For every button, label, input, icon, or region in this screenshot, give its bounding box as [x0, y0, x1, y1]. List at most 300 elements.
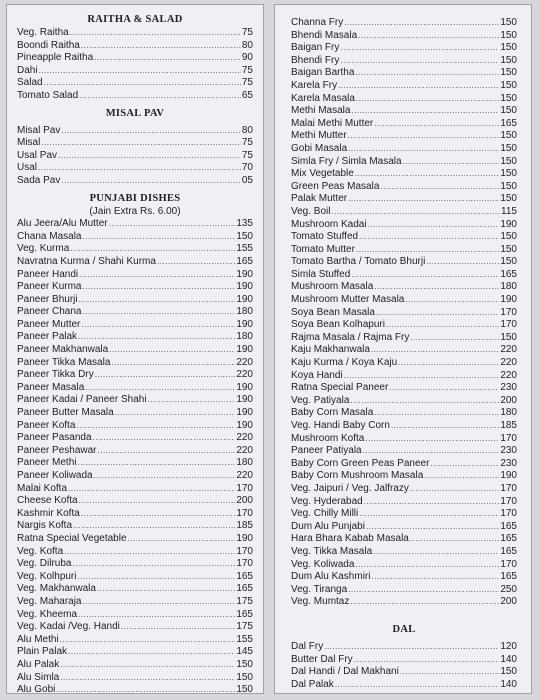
- menu-item-price: 115: [501, 205, 517, 217]
- menu-item-name: Pineapple Raitha: [17, 52, 94, 64]
- dot-leader: [61, 125, 241, 138]
- menu-item: [291, 641, 517, 654]
- menu-item-price: 170: [236, 507, 253, 519]
- menu-item: [17, 609, 253, 622]
- menu-item-price: 75: [241, 64, 253, 76]
- menu-item-price: 120: [500, 640, 517, 652]
- dot-leader: [358, 30, 499, 43]
- menu-item: [17, 256, 253, 269]
- menu-item-price: 150: [500, 67, 517, 79]
- dot-leader: [348, 193, 499, 206]
- menu-item-price: 190: [236, 381, 253, 393]
- menu-item-name: Veg. Dilruba: [17, 558, 72, 570]
- menu-item: [17, 646, 253, 659]
- menu-item-name: Simla Fry / Simla Masala: [291, 155, 402, 167]
- menu-item-price: 190: [500, 470, 517, 482]
- menu-item-name: Hara Bhara Kabab Masala: [291, 533, 409, 545]
- menu-item: [291, 80, 517, 93]
- menu-item: [291, 319, 517, 332]
- menu-item: [291, 269, 517, 282]
- dot-leader: [324, 641, 499, 654]
- menu-item: [17, 125, 253, 138]
- dot-leader: [398, 357, 499, 370]
- dot-leader: [424, 470, 499, 483]
- dot-leader: [351, 105, 499, 118]
- dot-leader: [359, 508, 499, 521]
- dot-leader: [94, 52, 241, 65]
- menu-item-price: 170: [500, 306, 517, 318]
- menu-item-price: 150: [236, 230, 253, 242]
- dot-leader: [348, 584, 499, 597]
- dot-leader: [95, 369, 236, 382]
- menu-item: [17, 533, 253, 546]
- menu-item-price: 230: [500, 382, 517, 394]
- section-heading-punjabi: PUNJABI DISHES: [89, 192, 181, 204]
- dot-leader: [410, 533, 499, 546]
- dot-leader: [64, 546, 235, 559]
- menu-item-name: Dal Handi / Dal Makhani: [291, 666, 399, 678]
- menu-item-price: 175: [236, 595, 253, 607]
- menu-item: [291, 30, 517, 43]
- menu-item: [17, 344, 253, 357]
- menu-item-price: 140: [500, 678, 517, 690]
- menu-item-name: Simla Stuffed: [291, 268, 351, 280]
- menu-item: [17, 445, 253, 458]
- menu-item-price: 150: [500, 243, 517, 255]
- menu-item: [17, 546, 253, 559]
- menu-item: [17, 684, 253, 697]
- menu-item: [291, 546, 517, 559]
- menu-item: [291, 244, 517, 257]
- menu-item: [17, 634, 253, 647]
- menu-item: [17, 369, 253, 382]
- menu-item: [17, 659, 253, 672]
- section-heading-dal: DAL: [392, 623, 416, 635]
- menu-item-price: 175: [236, 621, 253, 633]
- menu-item-price: 170: [236, 545, 253, 557]
- menu-item-price: 190: [236, 281, 253, 293]
- menu-item-name: Veg. Jaipuri / Veg. Jalfrazy: [291, 482, 409, 494]
- menu-item-name: Palak Mutter: [291, 193, 348, 205]
- menu-panel-right: [274, 4, 532, 694]
- menu-item-name: Mushroom Mutter Masala: [291, 294, 405, 306]
- menu-item: [291, 281, 517, 294]
- dot-leader: [410, 483, 499, 496]
- menu-item-price: 80: [241, 39, 253, 51]
- menu-item: [17, 77, 253, 90]
- menu-item-price: 220: [236, 432, 253, 444]
- menu-item: [17, 583, 253, 596]
- menu-item-price: 220: [236, 470, 253, 481]
- menu-item-name: Ratna Special Vegetable: [17, 532, 127, 544]
- menu-item: [291, 93, 517, 106]
- menu-item: [291, 168, 517, 181]
- menu-item-name: Baigan Bartha: [291, 67, 355, 79]
- menu-item-name: Alu Methi: [17, 633, 59, 645]
- dot-leader: [85, 382, 235, 395]
- menu-item-name: Tomato Salad: [17, 89, 79, 101]
- menu-item-name: Alu Simla: [17, 671, 60, 683]
- dot-leader: [128, 533, 236, 546]
- menu-item-name: Paneer Palak: [17, 331, 78, 343]
- section-heading-raitha: RAITHA & SALAD: [87, 14, 183, 25]
- menu-item: [291, 654, 517, 667]
- dot-leader: [380, 181, 499, 194]
- menu-item-name: Baby Corn Green Peas Paneer: [291, 457, 430, 469]
- menu-item-name: Veg. Patiyala: [291, 394, 350, 406]
- menu-item-name: Paneer Patiyala: [291, 445, 362, 457]
- menu-item-price: 165: [500, 268, 517, 280]
- menu-item-name: Paneer Pasanda: [17, 432, 92, 444]
- dot-leader: [73, 520, 235, 533]
- menu-item-price: 165: [500, 117, 517, 129]
- menu-item-name: Rajma Masala / Rajma Fry: [291, 331, 410, 343]
- dot-leader: [70, 243, 235, 256]
- dot-leader: [426, 256, 499, 269]
- menu-item-price: 150: [500, 105, 517, 117]
- menu-item: [17, 394, 253, 407]
- menu-item: [17, 432, 253, 445]
- menu-item-price: 155: [236, 633, 253, 645]
- dot-leader: [82, 281, 235, 294]
- menu-item-price: 150: [500, 155, 517, 167]
- menu-item-price: 75: [241, 77, 253, 89]
- menu-item: [17, 150, 253, 163]
- dot-leader: [405, 294, 499, 307]
- menu-item: [17, 672, 253, 685]
- menu-item-name: Paneer Kofta: [17, 419, 76, 431]
- menu-item: [17, 483, 253, 496]
- menu-item-name: Alu Gobi: [17, 684, 56, 696]
- menu-item-name: Usal: [17, 162, 38, 174]
- menu-item-name: Nargis Kofta: [17, 520, 73, 532]
- menu-item-price: 170: [500, 432, 517, 444]
- menu-item-price: 150: [500, 79, 517, 91]
- menu-item: [291, 521, 517, 534]
- menu-item-name: Baigan Fry: [291, 42, 340, 54]
- menu-item-name: Paneer Mutter: [17, 318, 81, 330]
- menu-item-price: 190: [236, 407, 253, 419]
- menu-item-name: Paneer Kurma: [17, 281, 82, 293]
- menu-item-price: 70: [241, 162, 253, 174]
- menu-item-price: 05: [241, 174, 253, 186]
- menu-item: [291, 584, 517, 597]
- menu-item-name: Dal Palak: [291, 678, 334, 690]
- dot-leader: [78, 331, 235, 344]
- dot-leader: [58, 150, 241, 163]
- dot-leader: [363, 445, 500, 458]
- menu-item-name: Channa Fry: [291, 17, 344, 28]
- dot-leader: [79, 90, 241, 103]
- dot-leader: [72, 558, 235, 571]
- menu-item-price: 220: [500, 344, 517, 356]
- menu-item: [17, 40, 253, 53]
- dot-leader: [109, 344, 235, 357]
- dot-leader: [348, 130, 500, 143]
- menu-item-name: Salad: [17, 77, 43, 89]
- menu-item: [291, 206, 517, 219]
- dot-leader: [355, 67, 499, 80]
- dot-leader: [374, 407, 499, 420]
- dot-leader: [109, 218, 236, 231]
- menu-item-name: Veg. Makhanwala: [17, 583, 96, 595]
- dot-leader: [374, 281, 499, 294]
- section-misal-list: [17, 125, 253, 188]
- menu-item-name: Green Peas Masala: [291, 180, 380, 192]
- dot-leader: [389, 382, 499, 395]
- dot-leader: [350, 395, 499, 408]
- menu-item: [291, 395, 517, 408]
- menu-item-name: Paneer Bhurji: [17, 293, 78, 305]
- dot-leader: [354, 654, 500, 667]
- menu-item-name: Paneer Makhanwala: [17, 344, 109, 356]
- menu-item: [17, 231, 253, 244]
- dot-leader: [111, 357, 235, 370]
- menu-item-price: 150: [500, 256, 517, 268]
- menu-panel-left: [6, 4, 264, 694]
- menu-item-name: Karela Masala: [291, 92, 355, 104]
- menu-item: [17, 52, 253, 65]
- menu-item: [17, 218, 253, 231]
- menu-item-name: Mushroom Masala: [291, 281, 374, 293]
- dot-leader: [376, 307, 499, 320]
- menu-item-name: Cheese Kofta: [17, 495, 78, 507]
- menu-item-price: 170: [500, 558, 517, 570]
- menu-item-price: 180: [500, 281, 517, 293]
- menu-item-price: 90: [241, 52, 253, 64]
- menu-column-left: [17, 13, 253, 697]
- menu-item: [17, 162, 253, 175]
- menu-item-name: Navratna Kurma / Shahi Kurma: [17, 255, 156, 267]
- menu-item-name: Kaju Makhanwala: [291, 344, 370, 356]
- menu-item-name: Boondi Raitha: [17, 39, 80, 51]
- menu-item-name: Veg. Kurma: [17, 243, 70, 255]
- menu-item-price: 190: [236, 268, 253, 280]
- menu-item: [291, 156, 517, 169]
- menu-item-price: 170: [500, 508, 517, 520]
- menu-item: [17, 137, 253, 150]
- menu-item: [291, 219, 517, 232]
- menu-item-price: 220: [500, 357, 517, 369]
- section-heading-misal: MISAL PAV: [105, 107, 165, 119]
- menu-item: [291, 193, 517, 206]
- dot-leader: [157, 256, 235, 269]
- menu-item: [291, 143, 517, 156]
- menu-item-name: Veg. Tiranga: [291, 583, 348, 595]
- menu-item: [17, 306, 253, 319]
- menu-item: [291, 382, 517, 395]
- menu-item: [291, 42, 517, 55]
- menu-item: [17, 175, 253, 188]
- menu-item-name: Paneer Methi: [17, 457, 77, 469]
- menu-item-name: Paneer Tikka Dry: [17, 369, 94, 381]
- menu-item-price: 180: [500, 407, 517, 419]
- dot-leader: [373, 546, 499, 559]
- menu-item-price: 200: [236, 495, 253, 507]
- menu-item-name: Paneer Masala: [17, 381, 85, 393]
- dot-leader: [83, 596, 236, 609]
- menu-item-name: Veg. Kheema: [17, 608, 78, 620]
- menu-item-name: Mushroom Kadai: [291, 218, 367, 230]
- dot-leader: [359, 231, 499, 244]
- menu-item: [291, 679, 517, 692]
- menu-item: [291, 420, 517, 433]
- menu-item-name: Methi Mutter: [291, 130, 347, 142]
- dot-leader: [403, 156, 500, 169]
- menu-item-price: 165: [500, 520, 517, 532]
- menu-item-price: 170: [236, 558, 253, 570]
- menu-item-price: 165: [236, 570, 253, 582]
- dot-leader: [77, 457, 235, 470]
- menu-item: [291, 17, 517, 30]
- menu-item: [291, 458, 517, 471]
- section-raitha-list: [17, 27, 253, 103]
- menu-item-name: Gobi Masala: [291, 142, 348, 154]
- menu-item: [17, 470, 253, 483]
- menu-item-price: 185: [500, 420, 517, 431]
- dot-leader: [386, 319, 499, 332]
- menu-item: [17, 508, 253, 521]
- menu-item-price: 150: [236, 658, 253, 670]
- dot-leader: [56, 684, 235, 697]
- menu-item: [17, 90, 253, 103]
- dot-leader: [78, 571, 236, 584]
- menu-item-price: 150: [500, 666, 517, 678]
- menu-item-name: Paneer Butter Masala: [17, 407, 114, 419]
- dot-leader: [79, 495, 236, 508]
- menu-item: [17, 357, 253, 370]
- menu-item-price: 190: [236, 293, 253, 305]
- menu-item-name: Veg. Chilly Milli: [291, 508, 359, 520]
- dot-leader: [340, 42, 499, 55]
- section-dal-list: [291, 641, 517, 691]
- menu-item-price: 150: [500, 42, 517, 54]
- menu-item-name: Misal Pav: [17, 124, 61, 136]
- menu-item-name: Dal Fry: [291, 640, 324, 652]
- menu-item: [291, 67, 517, 80]
- menu-item: [291, 130, 517, 143]
- menu-item-price: 150: [500, 130, 517, 142]
- menu-item: [17, 281, 253, 294]
- dot-leader: [115, 407, 236, 420]
- menu-item-price: 190: [500, 294, 517, 306]
- menu-item-name: Veg. Tikka Masala: [291, 545, 373, 557]
- menu-item: [291, 483, 517, 496]
- menu-item-price: 190: [236, 394, 253, 406]
- menu-item-price: 150: [236, 684, 253, 696]
- menu-item-price: 200: [500, 394, 517, 406]
- menu-item-name: Kaju Kurma / Koya Kaju: [291, 357, 398, 369]
- menu-item: [17, 495, 253, 508]
- dot-leader: [400, 666, 499, 679]
- menu-item-price: 180: [236, 306, 253, 318]
- menu-item: [291, 307, 517, 320]
- menu-item-price: 190: [236, 532, 253, 544]
- dot-leader: [371, 344, 499, 357]
- menu-item-name: Veg. Boil: [291, 205, 331, 217]
- menu-item: [291, 666, 517, 679]
- menu-item: [291, 231, 517, 244]
- menu-item-price: 150: [500, 331, 517, 343]
- menu-item: [291, 181, 517, 194]
- dot-leader: [365, 433, 499, 446]
- menu-item: [17, 520, 253, 533]
- menu-item-price: 150: [500, 17, 517, 28]
- menu-item-price: 165: [500, 533, 517, 545]
- menu-item-price: 220: [236, 444, 253, 456]
- dot-leader: [70, 27, 241, 40]
- dot-leader: [355, 559, 499, 572]
- menu-item-price: 135: [236, 218, 253, 230]
- menu-item-name: Tomato Bartha / Tomato Bhurji: [291, 256, 426, 268]
- dot-leader: [41, 137, 241, 150]
- dot-leader: [93, 432, 236, 445]
- menu-item: [291, 559, 517, 572]
- menu-item-name: Veg. Mumtaz: [291, 596, 350, 608]
- jain-extra-note: (Jain Extra Rs. 6.00): [89, 205, 181, 217]
- dot-leader: [60, 659, 235, 672]
- menu-item-name: Dum Alu Kashmiri: [291, 571, 371, 583]
- menu-item: [17, 621, 253, 634]
- menu-item-name: Sada Pav: [17, 174, 61, 186]
- menu-item-name: Misal: [17, 137, 41, 149]
- menu-item-price: 165: [236, 608, 253, 620]
- menu-item: [17, 243, 253, 256]
- dot-leader: [356, 244, 499, 257]
- menu-item-price: 190: [236, 419, 253, 431]
- menu-item-name: Veg. Kofta: [17, 545, 64, 557]
- menu-item: [17, 407, 253, 420]
- menu-item-price: 180: [236, 457, 253, 469]
- dot-leader: [78, 609, 235, 622]
- menu-item-name: Methi Masala: [291, 105, 351, 117]
- dot-leader: [76, 420, 235, 433]
- menu-item-name: Veg. Handi Baby Corn: [291, 420, 390, 431]
- menu-item: [17, 596, 253, 609]
- menu-item: [291, 105, 517, 118]
- menu-item-name: Veg. Kadai /Veg. Handi: [17, 621, 120, 633]
- menu-item-name: Dum Alu Punjabi: [291, 520, 365, 532]
- menu-item: [17, 420, 253, 433]
- menu-item-name: Mushroom Kofta: [291, 432, 365, 444]
- menu-item-name: Koya Handi: [291, 369, 343, 381]
- menu-item-price: 65: [241, 89, 253, 101]
- dot-leader: [82, 231, 235, 244]
- dot-leader: [83, 306, 236, 319]
- menu-item: [17, 457, 253, 470]
- dot-leader: [121, 621, 235, 634]
- menu-item: [17, 382, 253, 395]
- dot-leader: [81, 40, 241, 53]
- dot-leader: [366, 521, 499, 534]
- menu-item-price: 75: [241, 27, 253, 38]
- menu-item-price: 170: [500, 319, 517, 331]
- menu-item-price: 190: [236, 318, 253, 330]
- menu-item: [291, 433, 517, 446]
- dot-leader: [331, 206, 500, 219]
- dot-leader: [430, 458, 499, 471]
- dot-leader: [98, 445, 236, 458]
- menu-item: [17, 319, 253, 332]
- menu-item-price: 170: [236, 482, 253, 494]
- menu-item-price: 200: [500, 596, 517, 608]
- menu-item: [17, 558, 253, 571]
- dot-leader: [348, 143, 499, 156]
- menu-item-name: Alu Jeera/Alu Mutter: [17, 218, 108, 230]
- menu-item-name: Baby Corn Mushroom Masala: [291, 470, 424, 482]
- menu-item-price: 170: [500, 482, 517, 494]
- menu-item-name: Veg. Hyderabad: [291, 495, 363, 507]
